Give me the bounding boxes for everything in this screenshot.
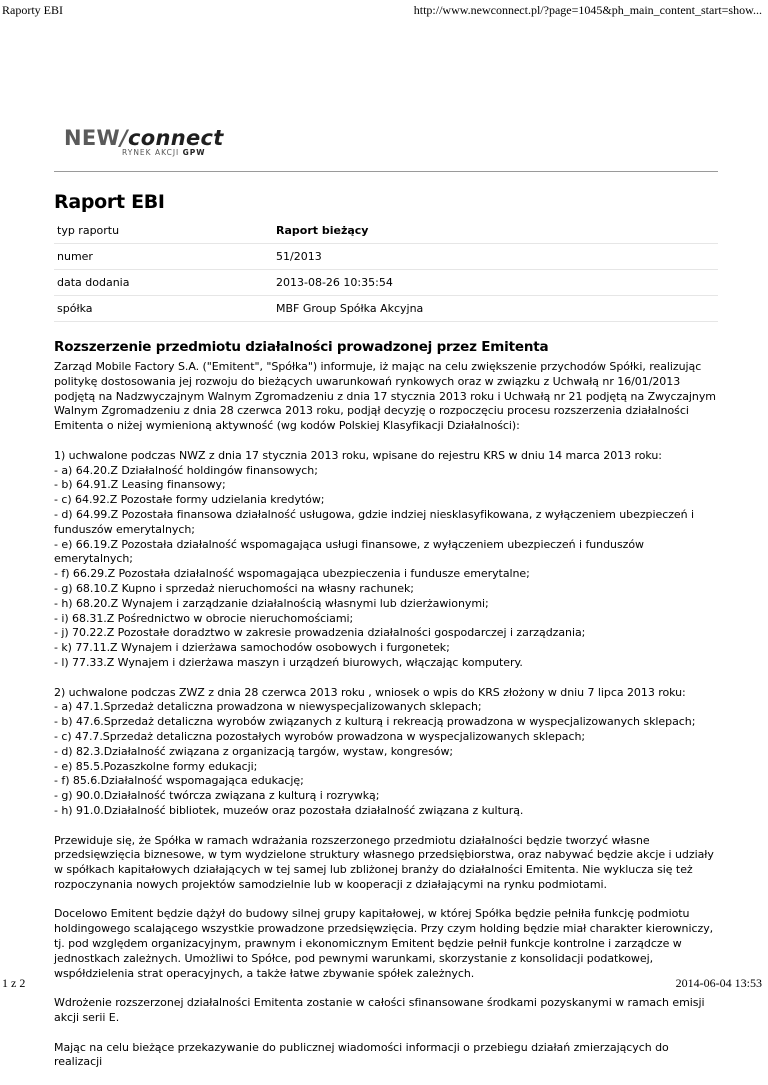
list-item: 1) uchwalone podczas NWZ z dnia 17 stycznia 2013 roku, wpisane do rejestru KRS w dniu 14 marca 2013 roku: [54,448,662,462]
paragraph-3: Docelowo Emitent będzie dążył do budowy silnej grupy kapitałowej, w której Spółka będzie pełniła funkcję podmiotu holdingowego scalającego wszystkie prowadzone przedsięwzięcia. Przy czym holding będzie miał charakter kierowniczy, tj. pod względem organizacyjnym, prawnym i ekonomicznym Emitent będzie pełnił funkcje kontrolne i zarządcze w jednostkach zależnych. Umożliwi to Spółce, pod pewnymi warunkami, skorzystanie z konsolidacji podatkowej, współdzielenia strat operacyjnych, a także łatwe zbywanie spółek zależnych. [54,907,714,980]
intro-paragraph: Zarząd Mobile Factory S.A. ("Emitent", "Spółka") informuje, iż mając na celu zwiększenie przychodów Spółki, realizując politykę dostosowania jej rozwoju do bieżących uwarunkowań rynkowych oraz w związku z Uchwałą nr 16/01/2013 podjętą na Nadzwyczajnym Walnym Zgromadzeniu z dnia 17 stycznia 2013 roku i Uchwałą nr 21 podjętą na Zwyczajnym Walnym Zgromadzeniu z dnia 28 czerwca 2013 roku, podjął decyzję o rozpoczęciu procesu rozszerzenia działalności Emitenta o niżej wymienioną aktywność (wg kodów Polskiej Klasyfikacji Działalności): [54,360,716,433]
meta-label: typ raportu [54,218,273,244]
header-divider [54,171,718,172]
page-number: 1 z 2 [2,976,26,990]
meta-value: 51/2013 [273,244,718,270]
list-item: - f) 66.29.Z Pozostała działalność wspomagająca ubezpieczenia i fundusze emerytalne; [54,567,530,581]
list-item: - g) 90.0.Działalność twórcza związana z kulturą i rozrywką; [54,789,380,803]
meta-label: numer [54,244,273,270]
list-item: - h) 91.0.Działalność bibliotek, muzeów oraz pozostała działalność związana z kulturą. [54,803,524,817]
list-item: - b) 47.6.Sprzedaż detaliczna wyrobów związanych z kulturą i rekreacją prowadzona w wyspecjalizowanych sklepach; [54,715,696,729]
list-item: - a) 64.20.Z Działalność holdingów finansowych; [54,463,318,477]
list-item: - l) 77.33.Z Wynajem i dzierżawa maszyn i urządzeń biurowych, włączając komputery. [54,655,523,669]
list-item: - k) 77.11.Z Wynajem i dzierżawa samochodów osobowych i furgonetek; [54,641,450,655]
print-header [0,3,768,19]
meta-row [54,296,718,322]
print-datetime: 2014-06-04 13:53 [675,976,762,990]
paragraph-2: Przewiduje się, że Spółka w ramach wdrażania rozszerzonego przedmiotu działalności będzie tworzyć własne przedsięwzięcia biznesowe, w tym wydzielone struktury własnego przedsiębiorstwa, oraz nabywać będzie akcje i udziały w spółkach kapitałowych działających w tej samej lub zbliżonej branży do działalności Emitenta. Nie wyklucza się też rozpoczynania nowych projektów samodzielnie lub w kooperacji z działającymi na rynku podmiotami. [54,833,714,891]
logo-wordmark [64,126,224,150]
print-header-title: Raporty EBI [2,3,63,17]
logo-tagline-prefix: RYNEK AKCJI [122,148,180,157]
page-title: Raport EBI [54,191,165,213]
logo-tagline-brand: GPW [182,148,206,157]
logo-connect: connect [127,126,224,150]
list-item: - i) 68.31.Z Pośrednictwo w obrocie nieruchomościami; [54,611,354,625]
list-item: - c) 47.7.Sprzedaż detaliczna pozostałych wyrobów prowadzona w wyspecjalizowanych sklepach; [54,729,586,743]
meta-row [54,244,718,270]
list-item: - g) 68.10.Z Kupno i sprzedaż nieruchomości na własny rachunek; [54,581,414,595]
list-item: - d) 82.3.Działalność związana z organizacją targów, wystaw, kongresów; [54,744,454,758]
meta-label: spółka [54,296,273,322]
list-item: - e) 66.19.Z Pozostała działalność wspomagająca usługi finansowe, z wyłączeniem ubezpieczeń i funduszów emerytalnych; [54,537,644,566]
list-item: - c) 64.92.Z Pozostałe formy udzielania kredytów; [54,493,325,507]
list-item: - e) 85.5.Pozaszkolne formy edukacji; [54,759,258,773]
meta-row [54,270,718,296]
meta-label: data dodania [54,270,273,296]
report-meta-table [54,218,718,322]
list-item: - d) 64.99.Z Pozostała finansowa działalność usługowa, gdzie indziej niesklasyfikowana, z wyłączeniem ubezpieczeń i funduszów emerytalnych; [54,507,695,536]
logo-tagline [122,148,206,157]
list-item: 2) uchwalone podczas ZWZ z dnia 28 czerwca 2013 roku , wniosek o wpis do KRS złożony w dniu 7 lipca 2013 roku: [54,685,686,699]
paragraph-4: Wdrożenie rozszerzonej działalności Emitenta zostanie w całości sfinansowane środkami pozyskanymi w ramach emisji akcji serii E. [54,996,705,1025]
list-item: - j) 70.22.Z Pozostałe doradztwo w zakresie prowadzenia działalności gospodarczej i zarządzania; [54,626,586,640]
pkd-list-zwz [54,686,718,819]
report-content [54,190,718,1085]
list-item: - h) 68.20.Z Wynajem i zarządzanie działalnością własnymi lub dzierżawionymi; [54,596,489,610]
report-body [54,360,718,1070]
list-item: - f) 85.6.Działalność wspomagająca edukację; [54,774,304,788]
meta-value: MBF Group Spółka Akcyjna [273,296,718,322]
meta-value: Raport bieżący [273,218,718,244]
paragraph-5: Mając na celu bieżące przekazywanie do publicznej wiadomości informacji o przebiegu działań zmierzających do realizacji [54,1040,669,1069]
print-footer [0,976,768,992]
print-header-url: http://www.newconnect.pl/?page=1045&ph_main_content_start=show... [413,3,762,17]
logo-slash: / [119,126,128,150]
report-subject: Rozszerzenie przedmiotu działalności prowadzonej przez Emitenta [54,339,549,355]
pkd-list-nwz [54,449,718,671]
meta-value: 2013-08-26 10:35:54 [273,270,718,296]
logo-new: NEW [64,126,120,150]
list-item: - b) 64.91.Z Leasing finansowy; [54,478,226,492]
meta-row [54,218,718,244]
newconnect-logo[interactable] [64,126,234,160]
list-item: - a) 47.1.Sprzedaż detaliczna prowadzona w niewyspecjalizowanych sklepach; [54,700,482,714]
